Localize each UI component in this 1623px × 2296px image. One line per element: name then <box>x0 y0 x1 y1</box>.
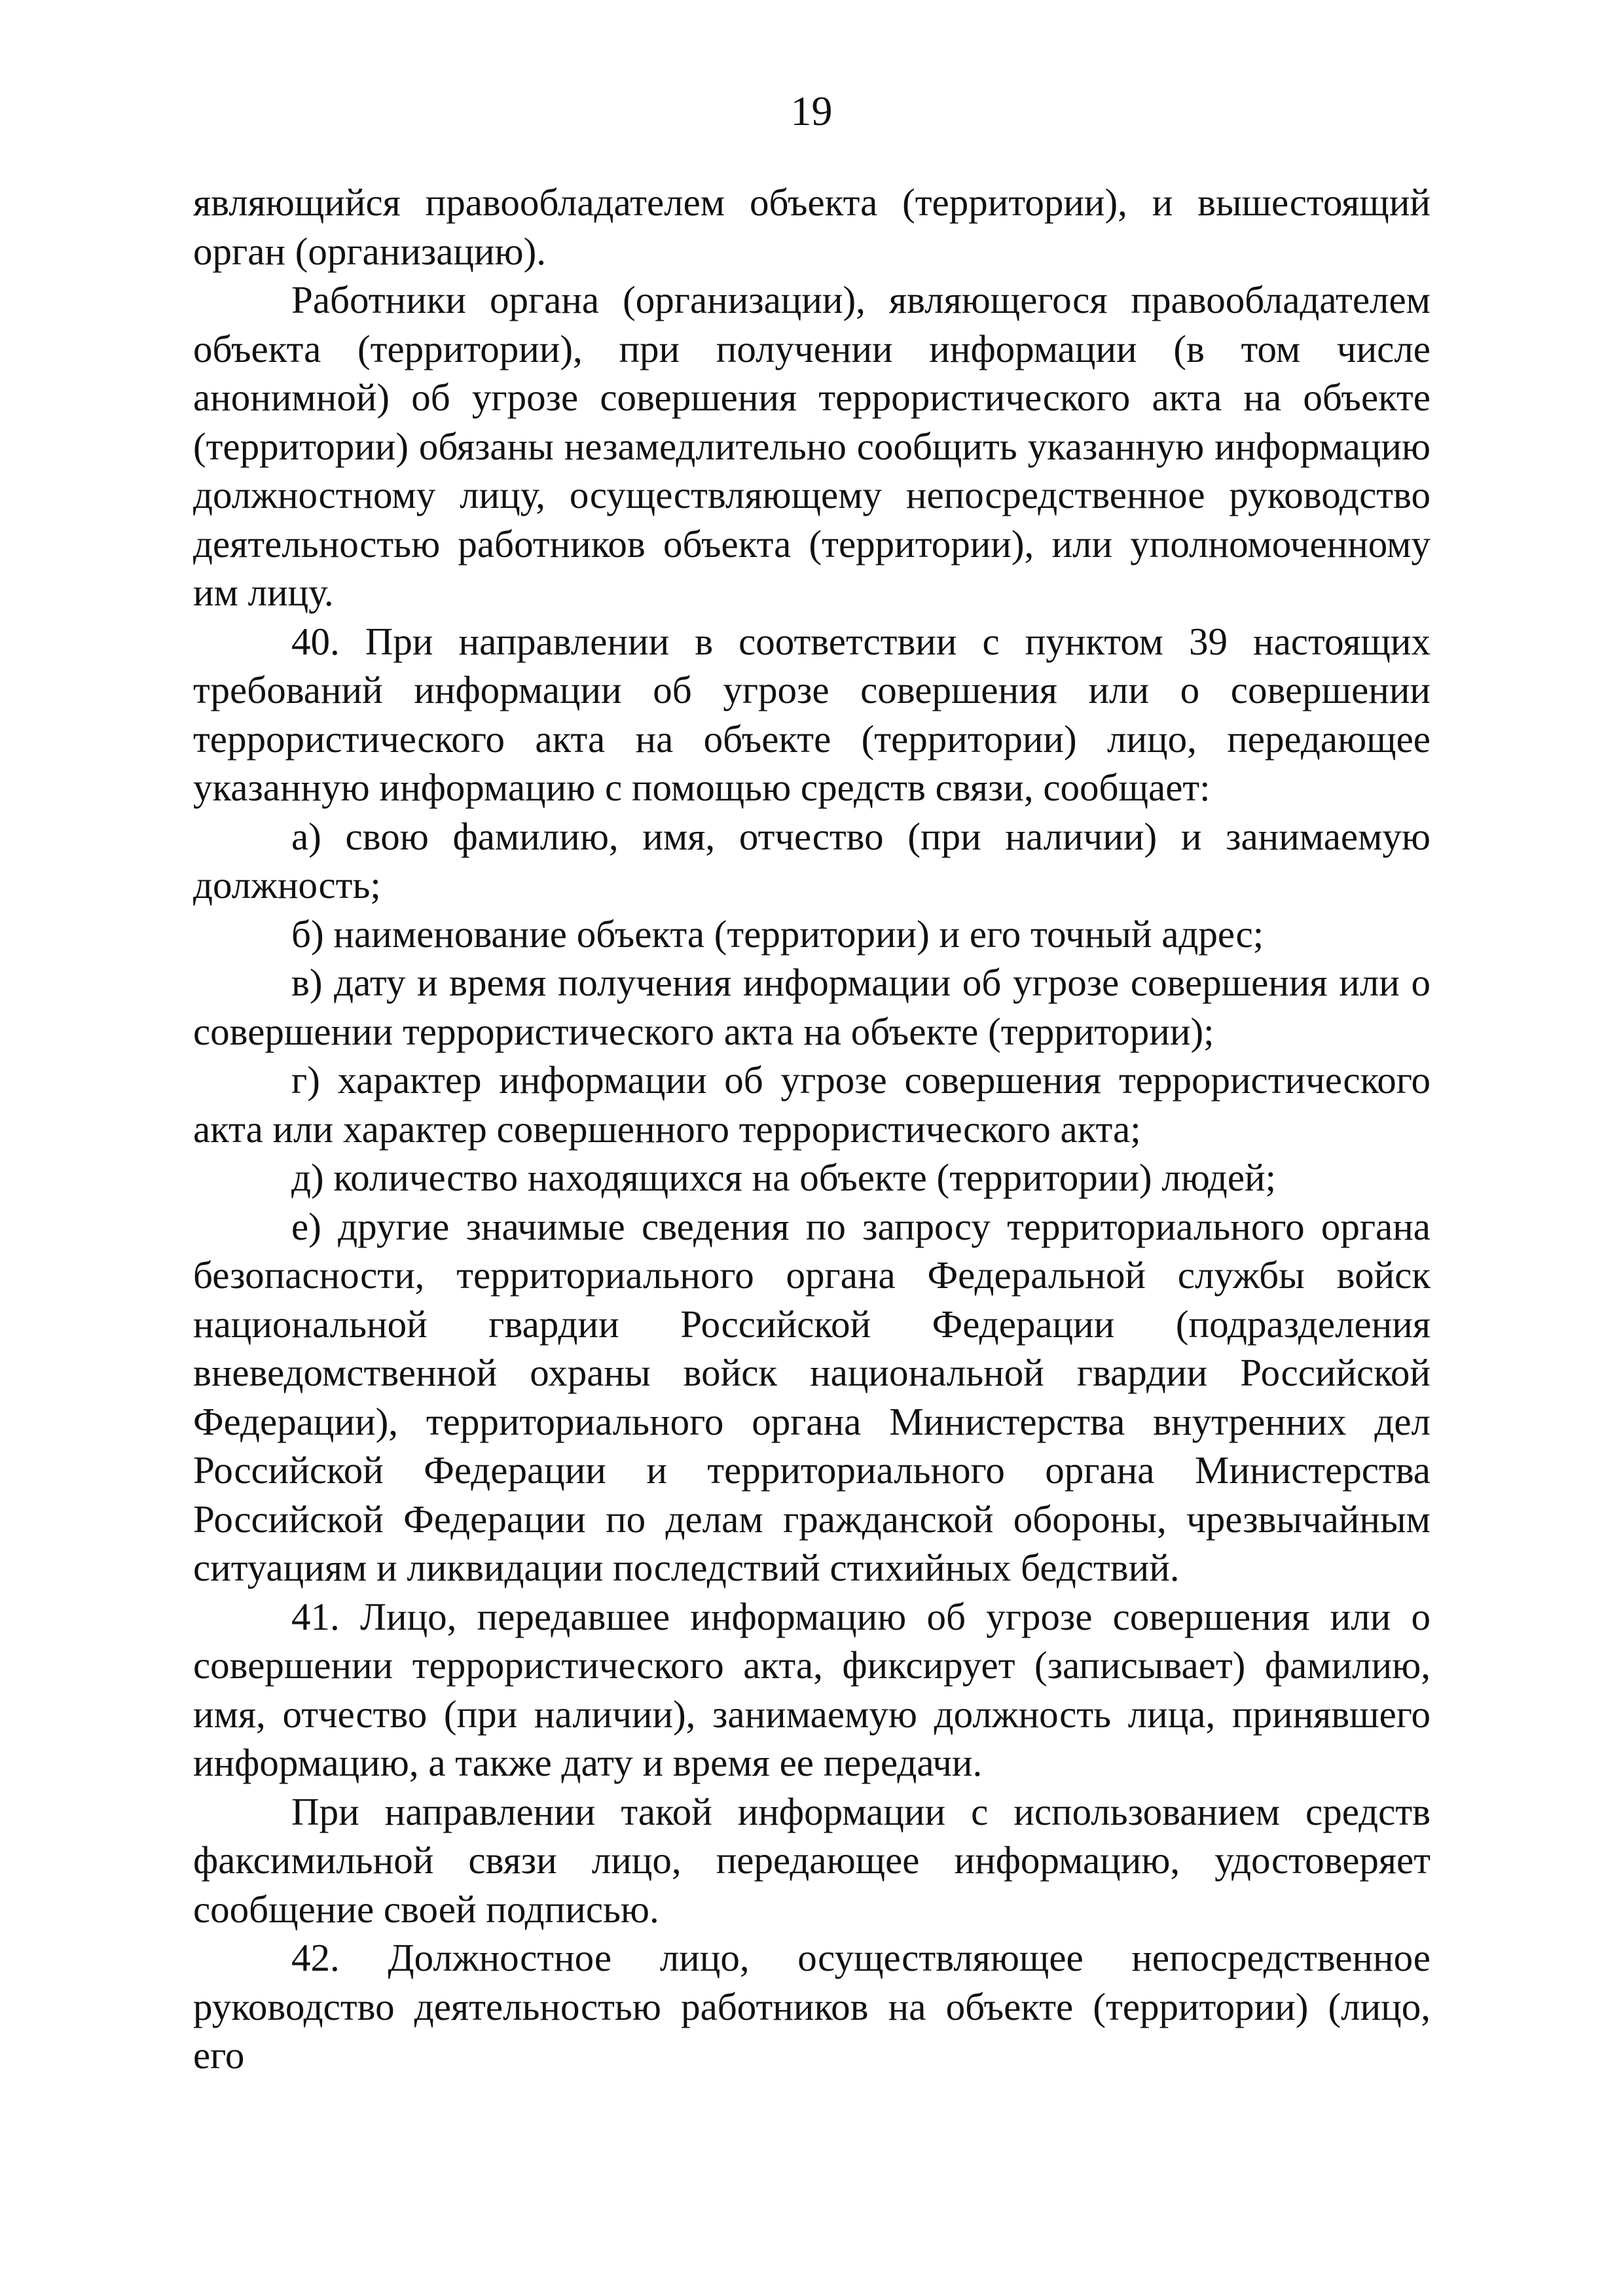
page-number: 19 <box>790 88 833 134</box>
paragraph-workers-obligation: Работники органа (организации), являющегося правообладателем объекта (территории), при получении информации (в том числе анонимной) об угрозе совершения террористического акта на объекте (территории) обязаны незамедлительно сообщить указанную информацию должностному лицу, осуществляющему непосредственное руководство деятельностью работников объекта (территории), или уполномоченному им лицу. <box>193 278 1431 614</box>
list-item-b: б) наименование объекта (территории) и его точный адрес; <box>291 912 1264 956</box>
list-item-a: а) свою фамилию, имя, отчество (при наличии) и занимаемую должность; <box>193 814 1431 906</box>
document-body <box>193 178 1431 2080</box>
list-item-v: в) дату и время получения информации об угрозе совершения или о совершении террористического акта на объекте (территории); <box>193 961 1431 1053</box>
list-item-e: е) другие значимые сведения по запросу территориального органа безопасности, территориального органа Федеральной службы войск национальной гвардии Российской Федерации (подразделения вневедомственной охраны войск национальной гвардии Российской Федерации), территориального органа Министерства внутренних дел Российской Федерации и территориального органа Министерства Российской Федерации по делам гражданской обороны, чрезвычайным ситуациям и ликвидации последствий стихийных бедствий. <box>193 1204 1431 1589</box>
paragraph-clause-41: 41. Лицо, передавшее информацию об угрозе совершения или о совершении террористического акта, фиксирует (записывает) фамилию, имя, отчество (при наличии), занимаемую должность лица, принявшего информацию, а также дату и время ее передачи. <box>193 1594 1431 1784</box>
list-item-d: д) количество находящихся на объекте (территории) людей; <box>291 1156 1276 1199</box>
paragraph-clause-42: 42. Должностное лицо, осуществляющее непосредственное руководство деятельностью работников на объекте (территории) (лицо, его <box>193 1936 1431 2077</box>
paragraph-clause-40: 40. При направлении в соответствии с пунктом 39 настоящих требований информации об угрозе совершения или о совершении террористического акта на объекте (территории) лицо, передающее указанную информацию с помощью средств связи, сообщает: <box>193 619 1431 809</box>
paragraph-continuation: являющийся правообладателем объекта (территории), и вышестоящий орган (организацию). <box>193 181 1431 273</box>
list-item-g: г) характер информации об угрозе совершения террористического акта или характер совершенного террористического акта; <box>193 1058 1431 1151</box>
paragraph-fax-signature: При направлении такой информации с использованием средств факсимильной связи лицо, передающее информацию, удостоверяет сообщение своей подписью. <box>193 1789 1431 1931</box>
